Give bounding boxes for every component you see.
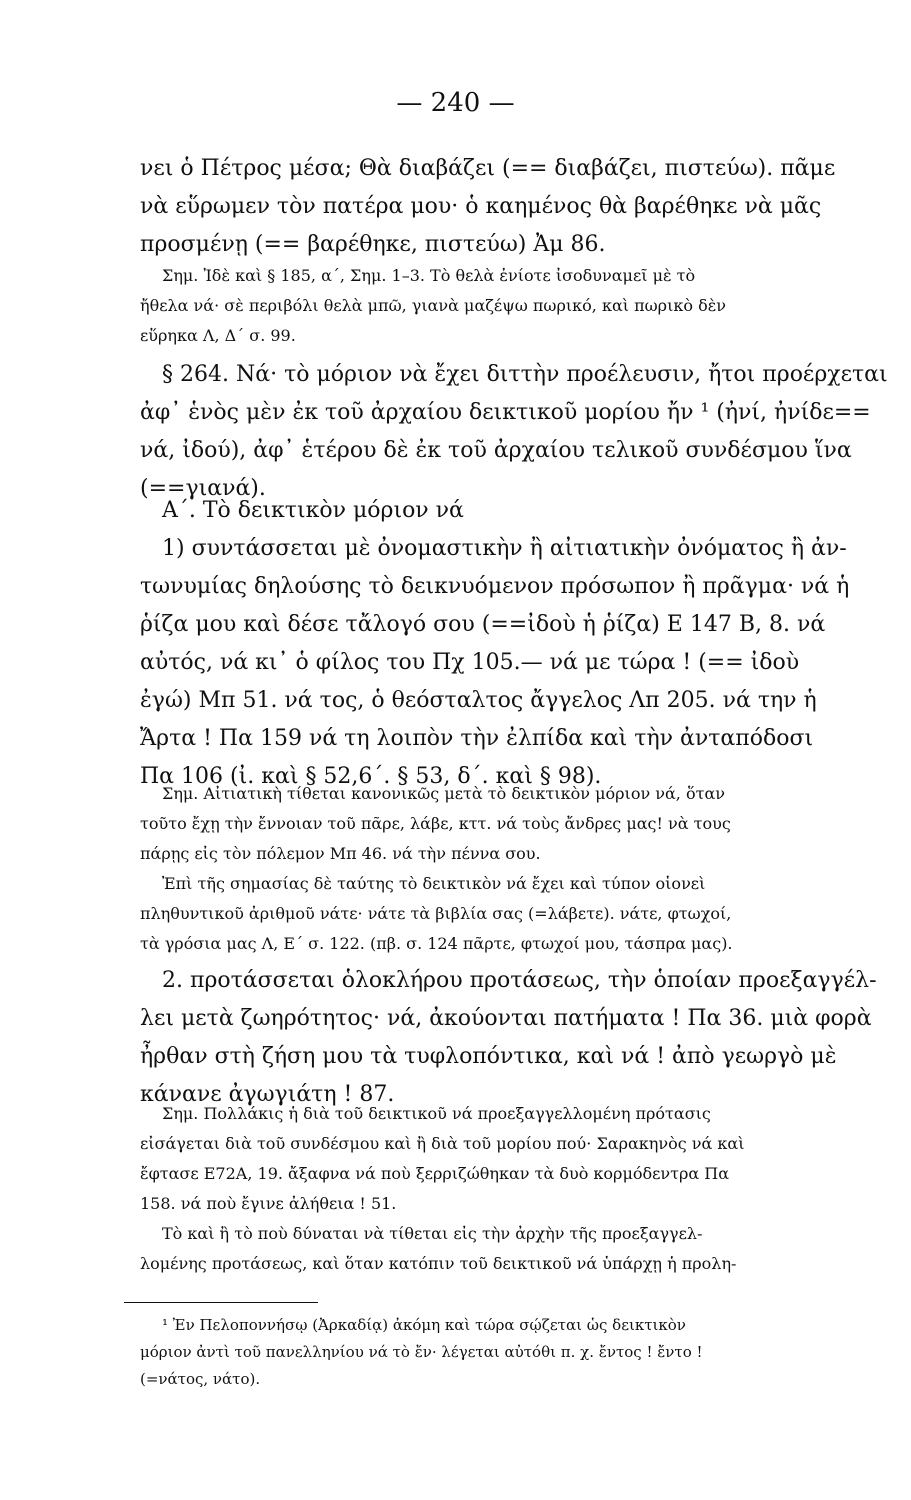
note-line: τὰ γρόσια μας Λ, Ε΄ σ. 122. (πβ. σ. 124 πᾶρτε, φτωχοί μου, τάσπρα μας).: [140, 934, 733, 953]
note-block: [140, 1106, 880, 1286]
note-line: ἤθελα νά· σὲ περιβόλι θελὰ μπῶ, γιανὰ μαζέψω πωρικό, καὶ πωρικὸ δὲν: [140, 296, 727, 315]
note-line: Ἐπὶ τῆς σημασίας δὲ ταύτης τὸ δεικτικὸν νά ἔχει καὶ τύπον οἱονεὶ: [162, 874, 706, 893]
text-line: λει μετὰ ζωηρότητος· νά, ἀκούονται πατήματα ! Πα 36. μιὰ φορὰ: [140, 1006, 872, 1031]
text-line: Ἄρτα ! Πα 159 νά τη λοιπὸν τὴν ἐλπίδα καὶ τὴν ἀνταπόδοσι: [140, 726, 814, 751]
note-line: Σημ. Αἰτιατικὴ τίθεται κανονικῶς μετὰ τὸ δεικτικὸν μόριον νά, ὅταν: [162, 784, 725, 803]
note-line: πληθυντικοῦ ἀριθμοῦ νάτε· νάτε τὰ βιβλία σας (=λάβετε). νάτε, φτωχοί,: [140, 904, 732, 923]
subsection-heading: Α΄. Τὸ δεικτικὸν μόριον νά: [162, 498, 464, 523]
text-line: νει ὁ Πέτρος μέσα; Θὰ διαβάζει (== διαβάζει, πιστεύω). πᾶμε: [140, 156, 836, 181]
paragraph-continuation: [140, 158, 880, 272]
text-line: ἦρθαν στὴ ζήση μου τὰ τυφλοπόντικα, καὶ νά ! ἀπὸ γεωργὸ μὲ: [140, 1044, 837, 1069]
text-line: Πα 106 (ἰ. καὶ § 52,6΄. § 53, δ΄. καὶ § 98).: [140, 764, 602, 789]
text-line: νά, ἰδού), ἀφ᾿ ἑτέρου δὲ ἐκ τοῦ ἀρχαίου τελικοῦ συνδέσμου ἵνα: [140, 438, 852, 463]
footnote-line: μόριον ἀντὶ τοῦ πανελληνίου νά τὸ ἔν· λέγεται αὐτόθι π. χ. ἔντος ! ἔντο !: [140, 1343, 703, 1361]
footnote: [140, 1318, 880, 1399]
text-line: νὰ εὕρωμεν τὸν πατέρα μου· ὁ καημένος θὰ βαρέθηκε νὰ μᾶς: [140, 194, 822, 219]
footnote-line: ¹ Ἐν Πελοποννήσῳ (Ἀρκαδίᾳ) ἀκόμη καὶ τώρα σῴζεται ὡς δεικτικὸν: [162, 1316, 686, 1334]
text-line: 1) συντάσσεται μὲ ὀνομαστικὴν ἢ αἰτιατικὴν ὀνόματος ἢ ἀν-: [162, 536, 847, 561]
text-line: 2. προτάσσεται ὁλοκλήρου προτάσεως, τὴν ὁποίαν προεξαγγέλ-: [162, 968, 877, 993]
text-line: ῥίζα μου καὶ δέσε τἄλογό σου (==ἰδοὺ ἡ ῥίζα) Ε 147 Β, 8. νά: [140, 612, 826, 637]
note-block: [140, 268, 880, 358]
note-line: λομένης προτάσεως, καὶ ὅταν κατόπιν τοῦ δεικτικοῦ νά ὑπάρχῃ ἡ προλη-: [140, 1254, 737, 1273]
subsection-a: [140, 500, 880, 804]
page-number: — 240 —: [396, 88, 515, 118]
text-line: (==γιανά).: [140, 476, 266, 501]
note-block: [140, 786, 880, 966]
point-2: [140, 970, 880, 1122]
note-line: Σημ. Ἰδὲ καὶ § 185, α΄, Σημ. 1–3. Τὸ θελὰ ἐνίοτε ἰσοδυναμεῖ μὲ τὸ: [162, 266, 696, 285]
note-line: 158. νά ποὺ ἔγινε ἀλήθεια ! 51.: [140, 1194, 397, 1213]
note-line: Σημ. Πολλάκις ἡ διὰ τοῦ δεικτικοῦ νά προεξαγγελλομένη πρότασις: [162, 1104, 711, 1123]
note-line: εὕρηκα Λ, Δ΄ σ. 99.: [140, 326, 296, 345]
footnote-line: (=νάτος, νάτο).: [140, 1370, 261, 1388]
section-264: [140, 362, 888, 516]
text-line: κάνανε ἀγωγιάτη ! 87.: [140, 1082, 395, 1107]
text-line: προσμένῃ (== βαρέθηκε, πιστεύω) Ἀμ 86.: [140, 232, 606, 257]
note-line: Τὸ καὶ ἢ τὸ ποὺ δύναται νὰ τίθεται εἰς τὴν ἀρχὴν τῆς προεξαγγελ-: [162, 1224, 703, 1243]
footnote-divider: [124, 1302, 318, 1303]
text-line: ἐγώ) Μπ 51. νά τος, ὁ θεόσταλτος ἄγγελος Λπ 205. νά την ἡ: [140, 688, 817, 713]
note-line: τοῦτο ἔχῃ τὴν ἔννοιαν τοῦ πᾶρε, λάβε, κττ. νά τοὺς ἄνδρες μας! νὰ τους: [140, 814, 731, 833]
note-line: εἰσάγεται διὰ τοῦ συνδέσμου καὶ ἢ διὰ τοῦ μορίου πού· Σαρακηνὸς νά καὶ: [140, 1134, 745, 1153]
text-line: § 264. Νά· τὸ μόριον νὰ ἔχει διττὴν προέλευσιν, ἤτοι προέρχεται: [162, 362, 888, 387]
note-line: ἔφτασε Ε72Α, 19. ἄξαφνα νά ποὺ ξερριζώθηκαν τὰ δυὸ κορμόδεντρα Πα: [140, 1164, 730, 1183]
text-line: τωνυμίας δηλούσης τὸ δεικνυόμενον πρόσωπον ἢ πρᾶγμα· νά ἡ: [140, 574, 850, 599]
text-line: αὐτός, νά κι᾿ ὁ φίλος του Πχ 105.— νά με τώρα ! (== ἰδοὺ: [140, 650, 800, 675]
note-line: πάρῃς εἰς τὸν πόλεμον Μπ 46. νά τὴν πέννα σου.: [140, 844, 541, 863]
text-line: ἀφ᾿ ἑνὸς μὲν ἐκ τοῦ ἀρχαίου δεικτικοῦ μορίου ἤν ¹ (ἠνί, ἠνίδε==: [140, 400, 871, 425]
